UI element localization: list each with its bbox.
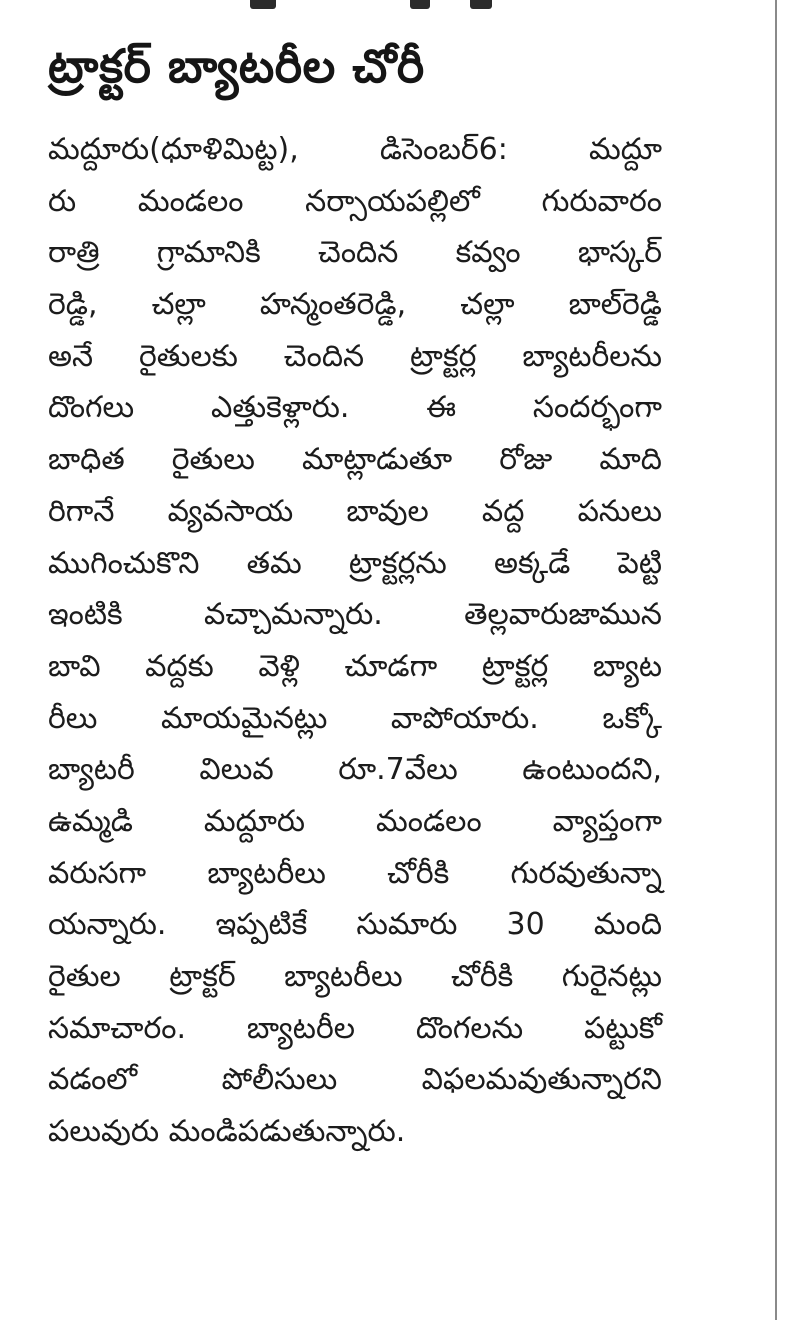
article-line: ఉమ్మడి మద్దూరు మండలం వ్యాప్తంగా (48, 803, 662, 839)
article-line: బ్యాటరీ విలువ రూ.7వేలు ఉంటుందని, (48, 752, 662, 788)
article-line: రీలు మాయమైనట్లు వాపోయారు. ఒక్కో (48, 700, 662, 736)
article-line: రిగానే వ్యవసాయ బావుల వద్ద పనులు (48, 493, 662, 529)
article-line: రు మండలం నర్సాయపల్లిలో గురువారం (48, 183, 662, 219)
article-line: రెడ్డి, చల్లా హన్మంతరెడ్డి, చల్లా బాల్‌రెడ్డి (48, 287, 662, 323)
article-line: యన్నారు. ఇప్పటికే సుమారు 30 మంది (48, 907, 662, 943)
cut-text-fragment (470, 0, 492, 9)
article-line: పలువురు మండిపడుతున్నారు. (48, 1114, 406, 1150)
article-line: బాధిత రైతులు మాట్లాడుతూ రోజు మాది (48, 442, 662, 478)
column-divider (775, 0, 777, 1320)
article-headline: ట్రాక్టర్ బ్యాటరీల చోరీ (48, 39, 425, 93)
article-line: సమాచారం. బ్యాటరీల దొంగలను పట్టుకో (48, 1010, 662, 1046)
article-line: మద్దూరు(ధూళిమిట్ట), డిసెంబర్6: మద్దూ (48, 132, 662, 167)
article-line: ఇంటికి వచ్చామన్నారు. తెల్లవారుజామున (48, 597, 662, 633)
previous-article-cut-text (0, 0, 800, 14)
article-line: ముగించుకొని తమ ట్రాక్టర్లను అక్కడే పెట్టి (48, 545, 662, 581)
article-line: అనే రైతులకు చెందిన ట్రాక్టర్ల బ్యాటరీలను (48, 338, 662, 374)
article-line: వరుసగా బ్యాటరీలు చోరీకి గురవుతున్నా (48, 855, 662, 891)
cut-text-fragment (410, 0, 430, 9)
article-line: వడంలో పోలీసులు విఫలమవుతున్నారని (48, 1062, 662, 1098)
article-line: రైతుల ట్రాక్టర్ బ్యాటరీలు చోరీకి గురైనట్లు (48, 959, 662, 994)
article-line: రాత్రి గ్రామానికి చెందిన కవ్వం భాస్కర్ (48, 235, 662, 271)
article-line: దొంగలు ఎత్తుకెళ్లారు. ఈ సందర్భంగా (48, 390, 662, 426)
article-line: బావి వద్దకు వెళ్లి చూడగా ట్రాక్టర్ల బ్యాట (48, 648, 662, 684)
article-body (48, 124, 662, 1158)
cut-text-fragment (250, 0, 276, 9)
